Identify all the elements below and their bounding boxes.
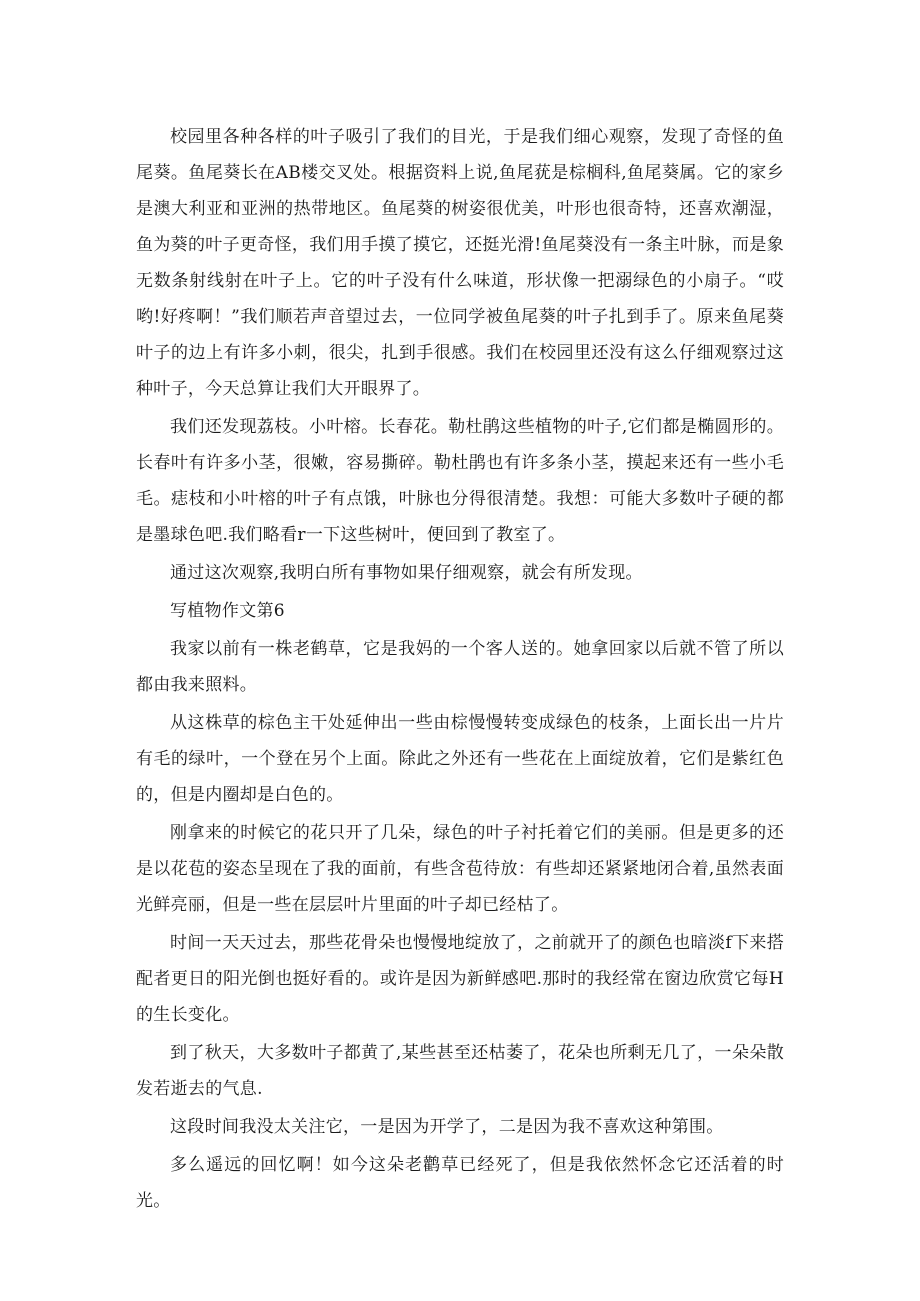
- paragraph-11: 多么遥远的回忆啊！如今这朵老鹳草已经死了，但是我依然怀念它还活着的时光。: [136, 1155, 784, 1211]
- paragraph-8: 时间一天天过去，那些花骨朵也慢慢地绽放了，之前就开了的颜色也暗淡f下来搭配者更日的阳光倒也挺好看的。或许是因为新鲜感吧.那时的我经常在窗边欣赏它每H的生长变化。: [136, 933, 784, 1025]
- section-heading: 写植物作文第6: [170, 601, 285, 621]
- paragraph-3: 通过这次观察,我明白所有事物如果仔细观察，就会有所发现。: [170, 563, 643, 583]
- paragraph-10: 这段时间我没太关注它，一是因为开学了，二是因为我不喜欢这种第围。: [170, 1117, 724, 1137]
- paragraph-6: 从这株草的棕色主干处延伸出一些由棕慢慢转变成绿色的枝条，上面长出一片片有毛的绿叶，一个登在另个上面。除此之外还有一些花在上面绽放着，它们是紫红色的，但是内圈却是白色的。: [136, 713, 784, 805]
- paragraph-1: 校园里各种各样的叶子吸引了我们的目光，于是我们细心观察，发现了奇怪的鱼尾葵。鱼尾葵长在AB楼交叉处。根据资料上说,鱼尾莸是棕榈科,鱼尾葵属。它的家乡是澳大利亚和亚洲的热带地区。鱼尾葵的树姿很优美，叶形也很奇特，还喜欢潮湿，鱼为葵的叶子更奇怪，我们用手摸了摸它，还挺光滑!鱼尾葵没有一条主叶脉，而是象无数条射线射在叶子上。它的叶子没有什么味道，形状像一把溺绿色的小扇子。“哎哟!好疼啊！”我们顺若声音望过去，一位同学被鱼尾葵的叶子扎到手了。原来鱼尾葵叶子的边上有许多小刺，很尖，扎到手很感。我们在校园里还没有这么仔细观察过这种叶子，今天总算让我们大开眼界了。: [136, 127, 784, 399]
- paragraph-7: 刚拿来的时候它的花只开了几朵，绿色的叶子衬托着它们的美丽。但是更多的还是以花苞的姿态呈现在了我的面前，有些含苞待放：有些却还紧紧地闭合着,虽然表面光鲜亮丽，但是一些在层层叶片里面的叶子却已经枯了。: [136, 823, 784, 915]
- paragraph-9: 到了秋天，大多数叶子都黄了,某些甚至还枯萎了，花朵也所剩无几了，一朵朵散发若逝去的气息.: [136, 1043, 784, 1099]
- document-body: [136, 119, 784, 1219]
- paragraph-5: 我家以前有一株老鹤草，它是我妈的一个客人送的。她拿回家以后就不管了所以都由我来照料。: [136, 639, 784, 695]
- paragraph-2: 我们还发现荔枝。小叶榕。长春花。勒杜鹃这些植物的叶子,它们都是椭圆形的。长春叶有许多小茎，很嫩，容易撕碎。勒杜鹃也有许多条小茎，摸起来还有一些小毛毛。痣枝和小叶榕的叶子有点饿，叶脉也分得很清楚。我想：可能大多数叶子硬的都是墨球色吧.我们略看r一下这些树叶，便回到了教室了。: [136, 417, 784, 545]
